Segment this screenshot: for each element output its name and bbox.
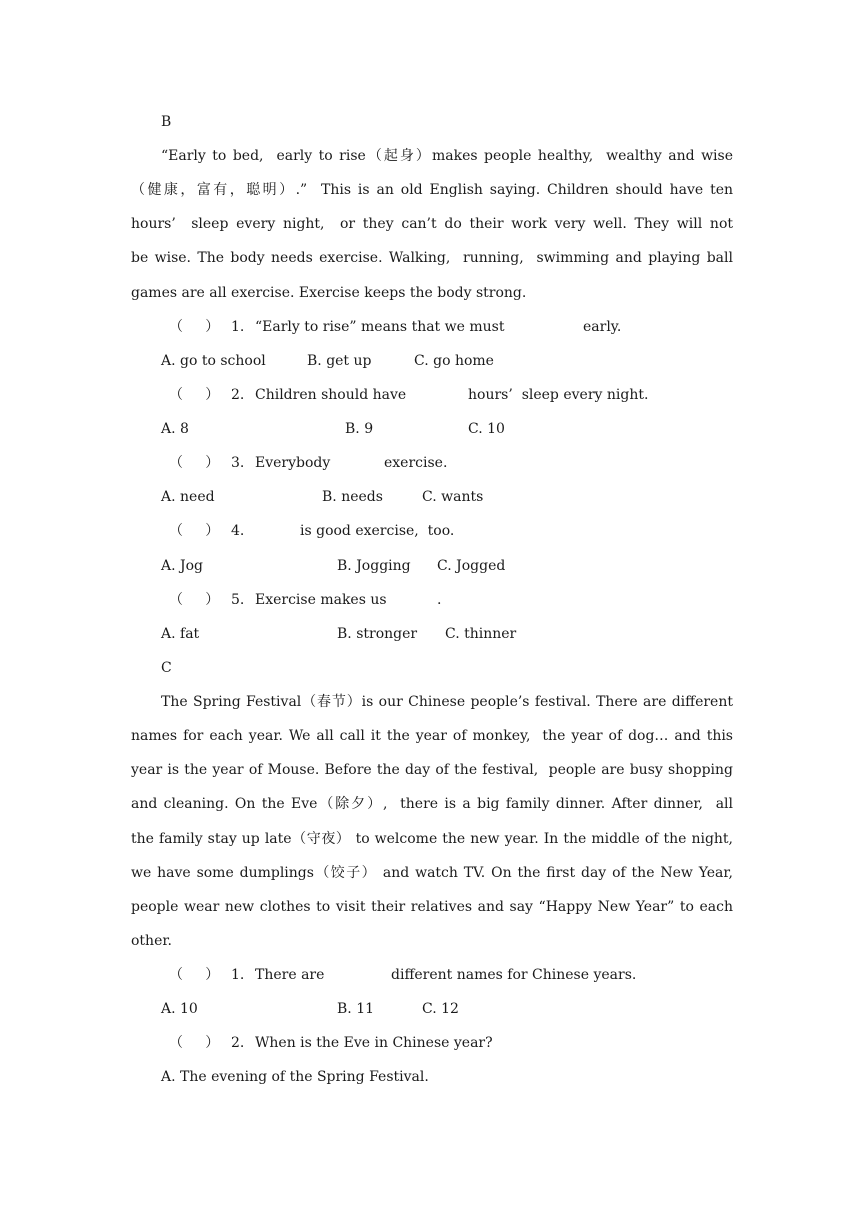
option-c: C. go home (414, 353, 494, 369)
question-b2 (169, 385, 769, 405)
option-b: B. stronger (337, 626, 418, 642)
option-b: B. get up (307, 353, 372, 369)
question-text: There are (255, 967, 325, 983)
options-c1 (161, 999, 761, 1019)
question-b4 (169, 521, 769, 541)
question-number: 3. (231, 455, 245, 471)
option-a: A. go to school (161, 353, 266, 369)
option-a: A. 10 (161, 1001, 198, 1017)
answer-bracket[interactable]: （ ） (169, 967, 220, 983)
passage-b-line-5: games are all exercise. Exercise keeps the body strong. (131, 285, 527, 301)
answer-bracket[interactable]: （ ） (169, 1035, 220, 1051)
options-b5 (161, 624, 761, 644)
option-b: B. needs (322, 489, 383, 505)
answer-bracket[interactable]: （ ） (169, 455, 220, 471)
passage-c-line-4: and cleaning. On the Eve（除夕）, there is a big family dinner. After dinner, all (131, 796, 733, 812)
question-number: 2. (231, 1035, 245, 1051)
section-b-label: B (161, 114, 172, 130)
passage-b-line-1: “Early to bed, early to rise（起身）makes people healthy, wealthy and wise (161, 148, 733, 164)
options-b4 (161, 556, 761, 576)
passage-c-line-1: The Spring Festival（春节）is our Chinese people’s festival. There are different (161, 694, 733, 710)
option-c: C. Jogged (437, 558, 506, 574)
question-text: “Early to rise” means that we must (255, 319, 505, 335)
answer-bracket[interactable]: （ ） (169, 319, 220, 335)
passage-c-line-8: other. (131, 933, 172, 949)
option-b: B. 9 (345, 421, 374, 437)
answer-bracket[interactable]: （ ） (169, 387, 220, 403)
option-a: A. fat (161, 626, 200, 642)
question-text-after: exercise. (384, 455, 448, 471)
question-text: Everybody (255, 455, 331, 471)
option-c: C. 12 (422, 1001, 459, 1017)
answer-bracket[interactable]: （ ） (169, 523, 220, 539)
option-b: B. 11 (337, 1001, 375, 1017)
passage-c-line-5: the family stay up late（守夜） to welcome the new year. In the middle of the night, (131, 831, 733, 847)
question-c1 (169, 965, 769, 985)
options-b2 (161, 419, 761, 439)
passage-c-line-3: year is the year of Mouse. Before the day of the festival, people are busy shopping (131, 762, 733, 778)
options-b1 (161, 351, 761, 371)
question-text-after: . (437, 592, 442, 608)
question-text: Children should have (255, 387, 407, 403)
question-text-after: early. (583, 319, 622, 335)
answer-bracket[interactable]: （ ） (169, 592, 220, 608)
passage-c-line-6: we have some dumplings（饺子） and watch TV. On the first day of the New Year, (131, 865, 733, 881)
question-text-after: hours’ sleep every night. (468, 387, 649, 403)
passage-b-line-4: be wise. The body needs exercise. Walking, running, swimming and playing ball (131, 250, 733, 266)
option-a: A. Jog (161, 558, 204, 574)
passage-b-line-2: （健康，富有，聪明）.” This is an old English saying. Children should have ten (131, 182, 733, 198)
options-c2 (161, 1067, 761, 1087)
option-c: C. 10 (468, 421, 505, 437)
question-number: 1. (231, 319, 245, 335)
option-a: A. The evening of the Spring Festival. (161, 1069, 429, 1085)
question-number: 1. (231, 967, 245, 983)
option-a: A. 8 (161, 421, 189, 437)
options-b3 (161, 487, 761, 507)
question-b3 (169, 453, 769, 473)
question-number: 4. (231, 523, 245, 539)
section-c-label: C (161, 660, 172, 676)
option-c: C. wants (422, 489, 484, 505)
passage-b-line-3: hours’ sleep every night, or they can’t do their work very well. They will not (131, 216, 733, 232)
option-c: C. thinner (445, 626, 517, 642)
question-b5 (169, 590, 769, 610)
passage-c-line-7: people wear new clothes to visit their relatives and say “Happy New Year” to each (131, 899, 733, 915)
question-text-after: is good exercise, too. (300, 523, 455, 539)
question-text: When is the Eve in Chinese year? (255, 1035, 493, 1051)
question-text: Exercise makes us (255, 592, 387, 608)
question-c2 (169, 1033, 769, 1053)
option-b: B. Jogging (337, 558, 411, 574)
passage-c-line-2: names for each year. We all call it the year of monkey, the year of dog… and this (131, 728, 733, 744)
question-text-after: different names for Chinese years. (391, 967, 637, 983)
question-number: 5. (231, 592, 245, 608)
question-b1 (169, 317, 769, 337)
question-number: 2. (231, 387, 245, 403)
option-a: A. need (161, 489, 215, 505)
